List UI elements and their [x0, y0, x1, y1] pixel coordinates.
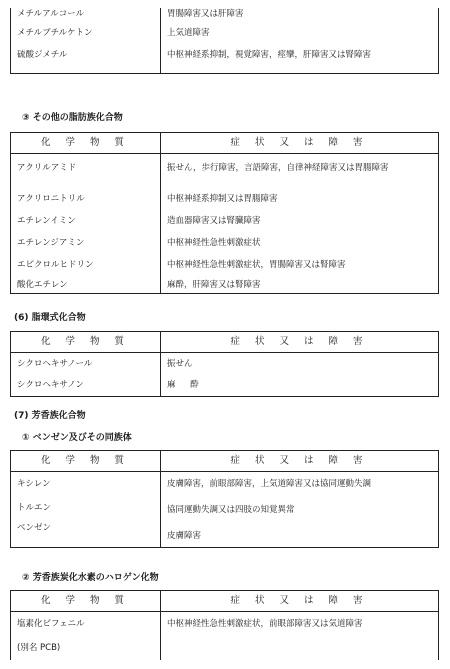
col-header-chemical: 化 学 物 質	[11, 133, 161, 154]
chemical-name: アクリロニトリル	[11, 188, 161, 210]
col-header-symptom: 症 状 又 は 障 害	[161, 133, 439, 154]
section-heading: (7) 芳香族化合物	[14, 411, 86, 421]
col-header-symptom: 症 状 又 は 障 害	[161, 591, 439, 612]
section-heading: ③ その他の脂肪族化合物	[22, 113, 123, 123]
chemical-name-alias: (別名 PCB)	[11, 636, 161, 660]
table-row	[11, 232, 439, 254]
col-header-chemical: 化 学 物 質	[11, 451, 161, 472]
chemical-name: 酸化エチレン	[11, 276, 161, 294]
chemical-name: メチルアルコール	[11, 8, 161, 20]
chemical-name: キシレン	[11, 472, 161, 502]
symptom-text: 皮膚障害，前眼部障害，上気道障害又は協同運動失調	[161, 472, 439, 502]
symptom-text: 上気道障害	[161, 20, 439, 41]
table-row	[11, 254, 439, 276]
symptom-text: 中枢神経性急性刺激症状，胃腸障害又は腎障害	[161, 254, 439, 276]
chemical-name: メチルブチルケトン	[11, 20, 161, 41]
table-benzene	[10, 450, 439, 548]
chemical-name: エピクロルヒドリン	[11, 254, 161, 276]
table-row	[11, 636, 439, 660]
table-row	[11, 472, 439, 502]
chemical-name: 硫酸ジメチル	[11, 41, 161, 73]
symptom-text: 胃腸障害又は肝障害	[161, 8, 439, 20]
subsection-heading: ② 芳香族炭化水素のハロゲン化物	[22, 573, 159, 583]
table-header-row	[11, 332, 439, 353]
symptom-text: 振せん，歩行障害，言語障害，自律神経障害又は胃腸障害	[161, 154, 439, 188]
symptom-text: 中枢神経性急性刺激症状，前眼部障害又は気道障害	[161, 612, 439, 636]
table-row	[11, 210, 439, 232]
table-row	[11, 154, 439, 188]
symptom-text: 造血器障害又は腎臓障害	[161, 210, 439, 232]
table-row	[11, 20, 439, 41]
symptom-text: 麻酔，肝障害又は腎障害	[161, 276, 439, 294]
chemical-name: エチレンジアミン	[11, 232, 161, 254]
symptom-text: 麻 酔	[161, 375, 439, 397]
symptom-text: 中枢神経性急性刺激症状	[161, 232, 439, 254]
symptom-text: 中枢神経系抑制又は胃腸障害	[161, 188, 439, 210]
symptom-text: 中枢神経系抑制，視覚障害，痙攣，肝障害又は腎障害	[161, 41, 439, 73]
table-row	[11, 353, 439, 375]
col-header-symptom: 症 状 又 は 障 害	[161, 332, 439, 353]
table-continued	[10, 8, 439, 74]
chemical-name: エチレンイミン	[11, 210, 161, 232]
col-header-chemical: 化 学 物 質	[11, 591, 161, 612]
chemical-name: シクロヘキサノール	[11, 353, 161, 375]
symptom-text	[161, 636, 439, 660]
table-halogenated-aromatic	[10, 590, 439, 660]
symptom-text: 協同運動失調又は四肢の知覚異常	[161, 502, 439, 522]
table-row	[11, 188, 439, 210]
table-row	[11, 41, 439, 73]
table-row	[11, 612, 439, 636]
col-header-chemical: 化 学 物 質	[11, 332, 161, 353]
table-aliphatic-other	[10, 132, 439, 294]
table-header-row	[11, 133, 439, 154]
table-header-row	[11, 451, 439, 472]
table-row	[11, 276, 439, 294]
table-row	[11, 522, 439, 548]
chemical-name: アクリルアミド	[11, 154, 161, 188]
symptom-text: 皮膚障害	[161, 522, 439, 548]
col-header-symptom: 症 状 又 は 障 害	[161, 451, 439, 472]
chemical-name: シクロヘキサノン	[11, 375, 161, 397]
section-heading: (6) 脂環式化合物	[14, 313, 86, 323]
table-row	[11, 502, 439, 522]
table-row	[11, 8, 439, 20]
chemical-name: トルエン	[11, 502, 161, 522]
symptom-text: 振せん	[161, 353, 439, 375]
subsection-heading: ① ベンゼン及びその同族体	[22, 433, 132, 443]
table-row	[11, 375, 439, 397]
table-alicyclic	[10, 331, 439, 397]
chemical-name: 塩素化ビフェニル	[11, 612, 161, 636]
table-header-row	[11, 591, 439, 612]
chemical-name: ベンゼン	[11, 522, 161, 548]
